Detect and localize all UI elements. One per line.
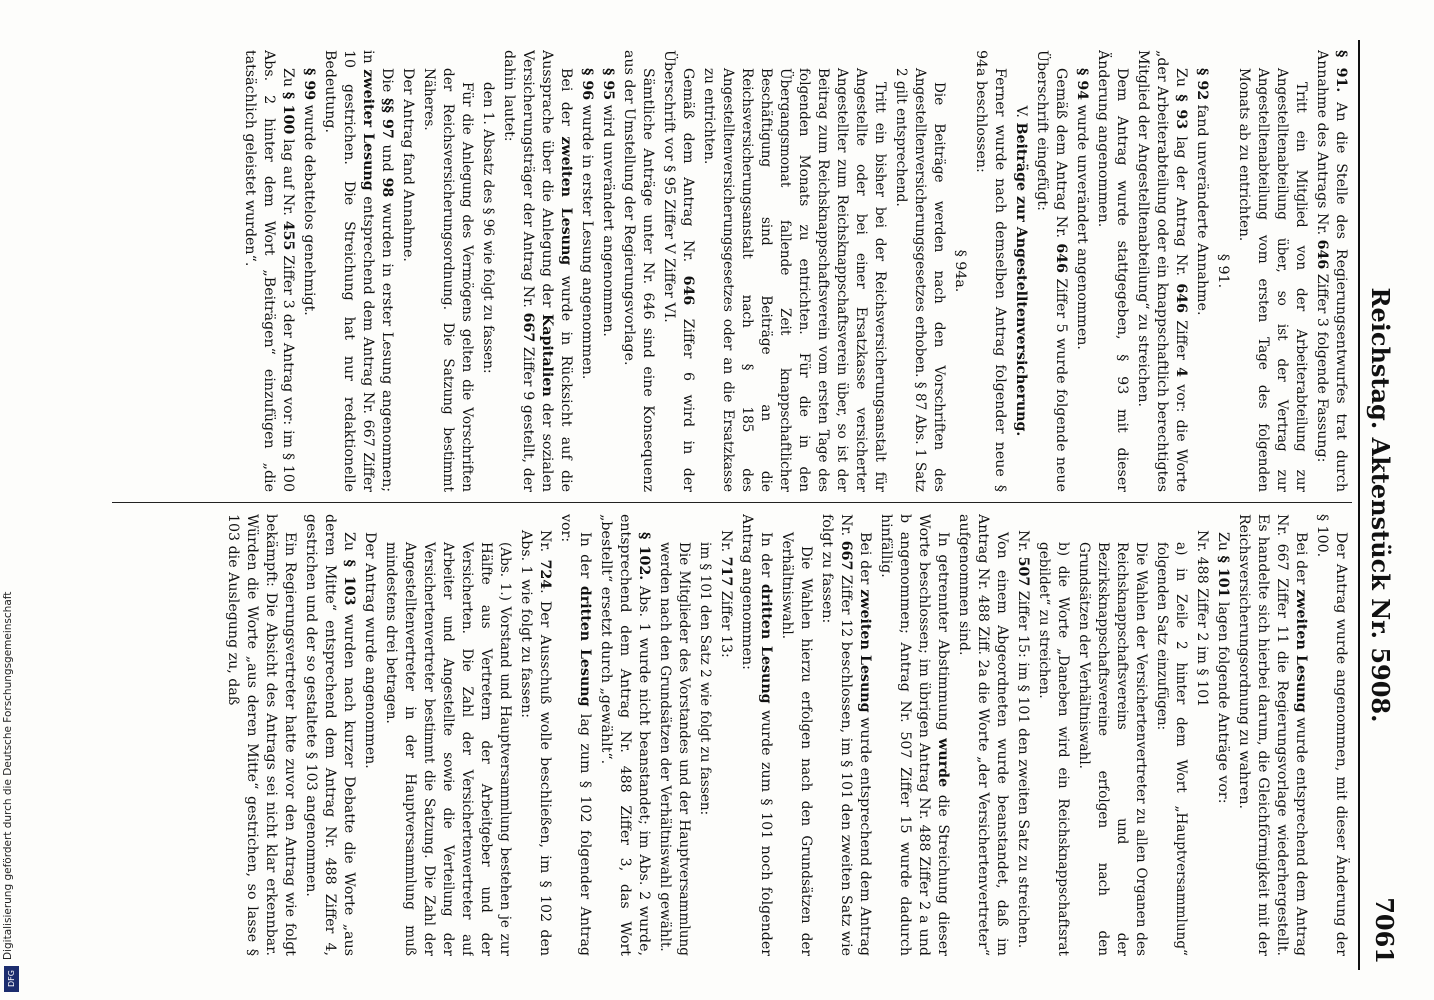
paragraph: Zu § 93 lag der Antrag Nr. 646 Ziffer 4 vor: die Worte „der Arbeiterabteilung oder ein knappschaftlich berechtigtes Mitglied der Angestelltenabteilung“ zu streichen. <box>1135 50 1189 492</box>
paragraph: Tritt ein bisher bei der Reichsversicherungsanstalt für Angestellte oder bei einer Ersatzkasse versicherter Angestellter zum Reichsknappschaftsverein über, so ist der Beitrag zum Reichsknappschaftsverein vom ersten Tage des folgenden Monats zu entrichten. Für die in den Übergangsmonat fallende Zeit knappschaftlicher Beschäftigung sind Beiträge an die Reichsversicherungsanstalt nach § 185 des Angestelltenversicherungsgesetzes oder an die Ersatzkasse zu entrichten. <box>701 68 888 492</box>
paragraph: Zu § 103 wurden nach kurzer Debatte die Worte „aus deren Mitte“ entsprechend dem Antrag Nr. 488 Ziffer 4, gestrichen und der so gestaltete § 103 angenommen. <box>303 514 357 956</box>
paragraph: Bei der zweiten Lesung wurde entsprechend dem Antrag Nr. 667 Ziffer 12 beschlossen, im § 101 den zweiten Satz wie folgt zu fassen: <box>819 514 873 956</box>
paragraph: Der Antrag fand Annahme. <box>400 68 416 262</box>
paragraph: § 102. Abs. 1 wurde nicht beanstandet; im Abs. 2 wurde, entsprechend dem Antrag Nr. 488 Ziffer 3, das Wort „bestellt“ ersetzt durch „gewählt“. <box>598 514 652 956</box>
paragraph: § 92 fand unveränderte Annahme. <box>1194 68 1210 316</box>
paragraph: Die Wahlen der Versichertenvertreter zu allen Organen des Reichsknappschaftsvereins und der Bezirksknappschaftsvereine erfolgen nach den Grundsätzen der Verhältniswahl. <box>1076 542 1149 956</box>
paragraph: V. Beiträge zur Angestelltenversicherung. <box>1013 105 1029 437</box>
page-header <box>1366 40 1410 970</box>
paragraph: Nr. 488 Ziffer 2 im § 101 <box>1194 530 1210 708</box>
paragraph: Für die Anlegung des Vermögens gelten die Vorschriften der Reichsversicherungsordnung. Die Satzung bestimmt Näheres. <box>421 68 475 492</box>
paragraph: den 1. Absatz des § 96 wie folgt zu fassen: <box>480 82 496 374</box>
page-number: 7061 <box>1370 897 1399 964</box>
paragraph: § 94 wurde unverändert angenommen. <box>1074 68 1090 350</box>
paragraph: im § 101 den Satz 2 wie folgt zu fassen: <box>697 542 713 816</box>
sidebar-credit <box>2 0 20 1000</box>
paragraph: Nr. 717 Ziffer 13: <box>718 530 734 658</box>
paragraph: Ferner wurde nach demselben Antrag folgender neue § 94a beschlossen: <box>973 50 1008 492</box>
paragraph: a) in Zeile 2 hinter dem Wort „Hauptversammlung“ folgenden Satz einzufügen: <box>1154 542 1189 956</box>
paragraph: Gemäß dem Antrag Nr. 646 Ziffer 5 wurde folgende neue Überschrift eingefügt: <box>1034 50 1069 492</box>
paragraph: Die Mitglieder des Vorstandes und der Hauptversammlung werden nach den Grundsätzen der Verhältniswahl gewählt. <box>657 542 692 956</box>
paragraph: Tritt ein Mitglied von der Arbeiterabteilung zur Angestelltenabteilung über, so ist der Vertrag zur Angestelltenabteilung vom ersten Tage des folgenden Monats ab zu entrichten. <box>1236 68 1309 492</box>
paragraph: Nr. 724. Der Ausschuß wolle beschließen, im § 102 den Abs. 1 wie folgt zu fassen: <box>518 530 553 956</box>
paragraph: Bei der zweiten Lesung wurde entsprechend dem Antrag Nr. 667 Ziffer 11 die Regierungsvorlage wiederhergestellt. Es handelte sich hierbei darum, die Gleichförmigkeit mit der Reichsversicherungsordnung zu wahren. <box>1236 514 1309 956</box>
paragraph: In der dritten Lesung lag zum § 102 folgender Antrag vor: <box>558 514 593 956</box>
right-text-column <box>110 514 1350 956</box>
paragraph: Bei der zweiten Lesung wurde in Rücksicht auf die Aussprache über die Anlegung der Kapitalien der sozialen Versicherungsträger der Antrag Nr. 667 Ziffer 9 gestellt, der dahin lautet: <box>501 50 574 492</box>
column-divider <box>112 502 1352 503</box>
paragraph: § 91. An die Stelle des Regierungsentwurfes trat durch Annahme des Antrags Nr. 646 Ziffer 3 folgende Fassung: <box>1314 50 1349 492</box>
paragraph: In der dritten Lesung wurde zum § 101 noch folgender Antrag angenommen: <box>739 514 774 956</box>
paragraph: In getrennter Abstimmung wurde die Streichung dieser Worte beschlossen; im übrigen Antrag Nr. 488 Ziffer 2 a und b angenommen; Antrag Nr. 507 Ziffer 15 wurde dadurch hinfällig. <box>878 514 951 956</box>
paragraph: § 99 wurde debattelos genehmigt. <box>301 68 317 316</box>
paragraph: (Abs. 1.) Vorstand und Hauptversammlung bestehen je zur Hälfte aus Vertretern der Arbeitgeber und der Versicherten. Die Zahl der Versichertenvertreter auf Arbeiter und Angestellte sowie die Verteilung der Versichertenvertreter bestimmt die Satzung. Die Zahl der Angestelltenvertreter in der Hauptversammlung muß mindestens drei betragen. <box>383 542 513 956</box>
document-page <box>100 40 1410 970</box>
paragraph: Zu § 100 lag auf Nr. 455 Ziffer 3 der Antrag vor: im § 100 Abs. 2 hinter dem Wort „Beiträgen“ einzufügen „die tatsächlich geleistet wurden“. <box>242 50 296 492</box>
paragraph: Der Antrag wurde angenommen. <box>362 532 378 769</box>
paragraph: § 95 wird unverändert angenommen. <box>600 68 616 337</box>
paragraph: Gemäß dem Antrag Nr. 646 Ziffer 6 wird in der Überschrift vor § 95 Ziffer V Ziffer VI. <box>661 50 696 492</box>
dfg-logo-icon: DFG <box>4 966 19 992</box>
paragraph: Dem Antrag wurde stattgegeben, § 93 mit dieser Änderung angenommen. <box>1095 50 1130 492</box>
paragraph: Zu § 101 lagen folgende Anträge vor: <box>1215 532 1231 804</box>
paragraph: Ein Regierungsvertreter hatte zuvor den Antrag wie folgt bekämpft: Die Absicht des Antrags sei nicht klar erkennbar. Würden die Worte „aus deren Mitte“ gestrichen, so lasse § 103 die Auslegung zu, daß <box>225 514 298 956</box>
header-rule <box>1358 40 1360 970</box>
paragraph: Von einem Abgeordneten wurde beanstandet, daß im Antrag Nr. 488 Ziff. 2a die Worte „der Versichertenvertreter“ aufgenommen sind. <box>956 514 1010 956</box>
paragraph: b) die Worte „Daneben wird ein Reichsknappschaftsrat gebildet“ zu streichen. <box>1036 542 1071 956</box>
paragraph: Sämtliche Anträge unter Nr. 646 sind eine Konsequenz aus der Umstellung der Regierungsvorlage. <box>621 50 656 492</box>
paragraph: Die Beiträge werden nach den Vorschriften des Angestelltenversicherungsgesetzes erhoben. § 87 Abs. 1 Satz 2 gilt entsprechend. <box>893 68 947 492</box>
paragraph: § 94a. <box>952 249 968 293</box>
paragraph: § 96 wurde in erster Lesung angenommen. <box>579 68 595 380</box>
digitization-credit: Digitalisierung gefördert durch die Deutsche Forschungsgemeinschaft <box>2 591 14 960</box>
paragraph: § 91. <box>1215 253 1231 289</box>
paragraph: Die Wahlen hierzu erfolgen nach den Grundsätzen der Verhältniswahl. <box>779 532 814 956</box>
page-title: Reichstag. Aktenstück Nr. 5908. <box>1366 287 1395 723</box>
left-text-column <box>110 50 1350 492</box>
paragraph: Die §§ 97 und 98 wurden in erster Lesung angenommen; in zweiter Lesung entsprechend dem Antrag Nr. 667 Ziffer 10 gestrichen. Die Streichung hat nur redaktionelle Bedeutung. <box>322 50 395 492</box>
paragraph: Nr. 507 Ziffer 15: im § 101 den zweiten Satz zu streichen. <box>1015 530 1031 949</box>
paragraph: Der Antrag wurde angenommen, mit dieser Änderung der § 100. <box>1314 514 1349 956</box>
